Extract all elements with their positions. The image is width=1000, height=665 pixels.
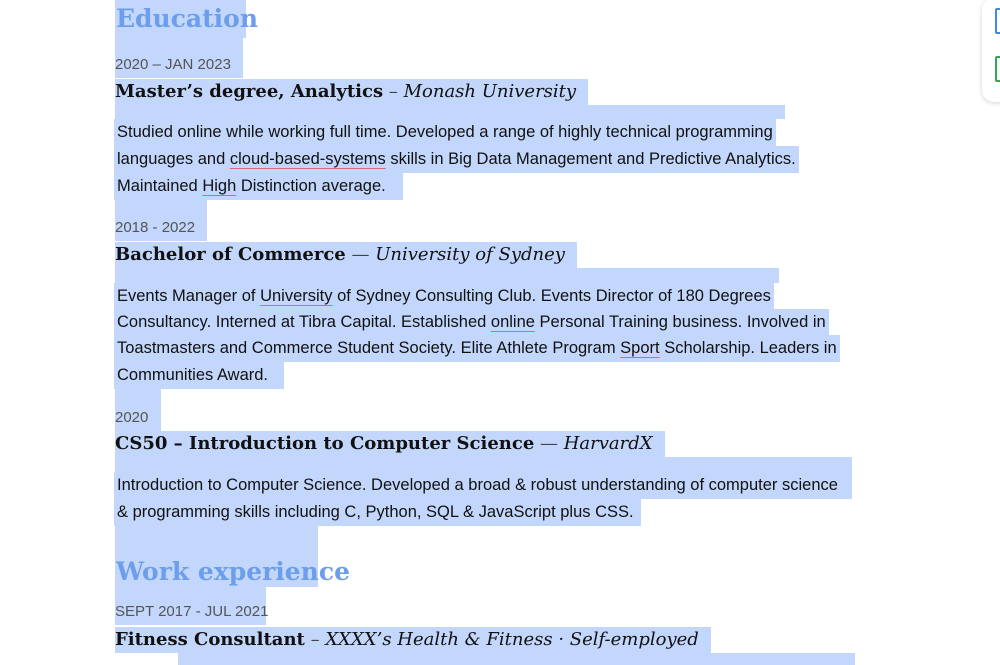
spellcheck-word[interactable]: online [490,313,535,331]
desc-text: Communities Award. [117,366,269,384]
education-heading-highlight [115,0,259,38]
entry-title-line[interactable] [115,431,665,457]
desc-text: skills in Big Data Management and Predictive Analytics. [385,150,796,168]
education-heading[interactable]: Education [116,4,259,33]
degree-name: Master’s degree, Analytics [115,81,384,102]
degree-name: Bachelor of Commerce [115,244,346,265]
desc-text: Maintained [117,177,203,195]
desc-text: Toastmasters and Commerce Student Society. Elite Athlete Program [117,339,621,357]
comment-icon[interactable] [995,8,1000,34]
side-action-panel [982,0,1000,102]
desc-text: Introduction to Computer Science. Developed a broad & robust understanding of computer science [117,476,838,494]
title-separator: – [388,81,398,102]
entry-desc-line[interactable] [114,309,829,336]
desc-text: & programming skills including C, Python, SQL & JavaScript plus CSS. [117,503,634,521]
highlight-block [115,268,779,283]
entry-desc-line[interactable] [114,283,774,310]
entry-title-line[interactable] [115,242,577,268]
spellcheck-word[interactable]: High [202,177,237,195]
role-name: Fitness Consultant [115,629,305,650]
employer-name: XXXX’s Health & Fitness · Self-employed [325,629,699,650]
title-separator: – [310,629,320,650]
institution-name: University of Sydney [375,244,565,265]
institution-name: HarvardX [563,433,653,454]
spellcheck-word[interactable]: Sport [620,339,660,357]
highlight-block [115,526,318,556]
highlight-block [115,105,785,119]
entry-desc-line[interactable] [114,472,852,499]
work-heading[interactable]: Work experience [116,557,350,586]
entry-date[interactable]: 2020 [115,409,149,426]
title-separator: — [351,244,370,265]
desc-text: Events Manager of [117,287,261,305]
entry-desc-line[interactable] [114,335,840,362]
degree-name: CS50 – Introduction to Computer Science [115,433,535,454]
institution-name: Monash University [403,81,577,102]
work-heading-highlight [115,556,350,587]
desc-text: languages and [117,150,230,168]
spellcheck-word[interactable]: cloud-based-systems [229,150,386,168]
entry-date[interactable]: 2020 – JAN 2023 [115,56,231,73]
desc-text: Scholarship. Leaders in [659,339,837,357]
spellcheck-word[interactable]: University [260,287,333,305]
desc-text: Distinction average. [236,177,386,195]
entry-date[interactable]: SEPT 2017 - JUL 2021 [115,603,269,620]
entry-desc-line[interactable] [114,119,776,146]
desc-text: Studied online while working full time. Developed a range of highly technical programming [117,123,773,141]
highlight-block [178,653,855,665]
entry-desc-line[interactable] [114,362,284,389]
entry-title-line[interactable] [115,79,588,105]
entry-desc-line[interactable] [114,499,641,526]
highlight-block [115,457,852,472]
entry-title-line[interactable] [115,627,711,653]
entry-desc-line[interactable] [114,146,799,173]
desc-text: of Sydney Consulting Club. Events Director of 180 Degrees [332,287,771,305]
desc-text: Personal Training business. Involved in [534,313,826,331]
entry-date[interactable]: 2018 - 2022 [115,219,196,236]
suggest-edit-icon[interactable] [995,56,1000,82]
entry-desc-line[interactable] [114,173,403,200]
desc-text: Consultancy. Interned at Tibra Capital. Established [117,313,491,331]
title-separator: — [540,433,558,454]
